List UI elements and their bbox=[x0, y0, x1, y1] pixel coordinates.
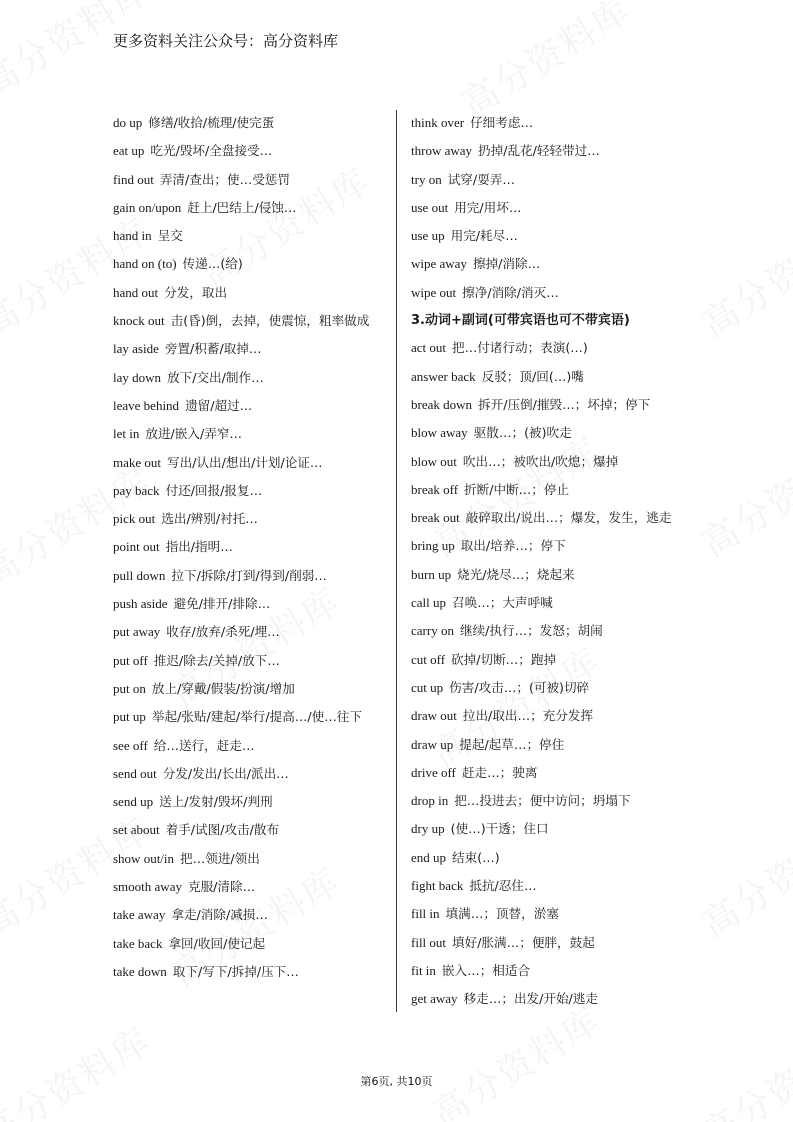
phrase-meaning: 赶走…；驶离 bbox=[461, 764, 538, 780]
phrase-text: fit in bbox=[411, 962, 436, 978]
phrase-text: throw away bbox=[411, 143, 473, 159]
phrase-entry bbox=[411, 166, 683, 194]
column-divider bbox=[396, 110, 397, 1012]
watermark-text bbox=[691, 1014, 793, 1122]
phrase-text: hand on (to) bbox=[113, 256, 177, 272]
phrase-meaning: 拿回/收回/使记起 bbox=[168, 935, 266, 951]
phrase-entry bbox=[113, 420, 385, 448]
phrase-text: put up bbox=[113, 709, 146, 725]
phrase-entry bbox=[113, 732, 385, 760]
phrase-text: draw up bbox=[411, 736, 454, 752]
phrase-meaning: 弄清/查出；使…受惩罚 bbox=[159, 171, 290, 187]
phrase-entry bbox=[113, 533, 385, 561]
phrase-entry bbox=[113, 109, 385, 137]
phrase-entry bbox=[411, 334, 683, 362]
phrase-text: draw out bbox=[411, 708, 457, 724]
phrase-entry bbox=[113, 647, 385, 675]
phrase-meaning: 填满…；顶替，淤塞 bbox=[445, 906, 559, 922]
phrase-meaning: 取出/培养…；停下 bbox=[460, 538, 566, 554]
phrase-entry bbox=[411, 844, 683, 872]
phrase-entry bbox=[113, 590, 385, 618]
phrase-entry bbox=[411, 279, 683, 307]
phrase-meaning: 旁置/积蓄/取掉… bbox=[164, 341, 262, 357]
phrase-text: put on bbox=[113, 680, 146, 696]
phrase-meaning: 遗留/超过… bbox=[185, 397, 253, 413]
phrase-entry bbox=[411, 391, 683, 419]
phrase-meaning: 放进/嵌入/弄窄… bbox=[145, 426, 243, 442]
right-column bbox=[411, 109, 683, 1014]
phrase-meaning: 拿走/消除/减损… bbox=[171, 907, 268, 923]
phrase-meaning: 把…投进去；便中访问；坍塌下 bbox=[454, 793, 631, 809]
phrase-entry bbox=[113, 477, 385, 505]
phrase-entry bbox=[113, 250, 385, 278]
phrase-text: drive off bbox=[411, 764, 456, 780]
phrase-text: get away bbox=[411, 991, 458, 1007]
watermark-text bbox=[0, 1014, 159, 1122]
phrase-meaning: 选出/辨别/衬托… bbox=[161, 511, 258, 527]
phrase-meaning: 放上/穿戴/假装/扮演/增加 bbox=[151, 680, 295, 696]
phrase-meaning: 传递…(给) bbox=[182, 256, 243, 272]
phrase-meaning: 敲碎取出/说出…；爆发，发生，逃走 bbox=[465, 510, 672, 526]
phrase-entry bbox=[411, 250, 683, 278]
page-number: 第6页, 共10页 bbox=[360, 1075, 433, 1088]
phrase-text: do up bbox=[113, 115, 143, 130]
phrase-meaning: 扔掉/乱花/轻轻带过… bbox=[478, 143, 600, 159]
phrase-meaning: 把…领进/领出 bbox=[180, 850, 260, 866]
phrase-entry bbox=[113, 279, 385, 307]
phrase-entry bbox=[411, 504, 683, 532]
phrase-text: break off bbox=[411, 481, 459, 497]
phrase-text: hand in bbox=[113, 228, 152, 244]
phrase-entry bbox=[113, 675, 385, 703]
phrase-meaning: 付还/回报/报复… bbox=[165, 482, 263, 498]
phrase-meaning: 指出/指明… bbox=[165, 539, 233, 555]
phrase-text: dry up bbox=[411, 821, 445, 837]
phrase-meaning: 拉出/取出…；充分发挥 bbox=[462, 708, 594, 724]
phrase-meaning: 仔细考虑… bbox=[470, 115, 534, 130]
phrase-text: bring up bbox=[411, 538, 455, 554]
phrase-entry bbox=[411, 363, 683, 391]
phrase-entry bbox=[411, 731, 683, 759]
phrase-meaning: 推迟/除去/关掉/放下… bbox=[153, 652, 280, 668]
phrase-entry bbox=[411, 617, 683, 645]
phrase-entry bbox=[411, 589, 683, 617]
phrase-text: end up bbox=[411, 849, 447, 865]
phrase-meaning: 着手/试图/攻击/散布 bbox=[165, 822, 280, 838]
phrase-entry bbox=[411, 222, 683, 250]
watermark-text bbox=[691, 804, 793, 948]
phrase-entry bbox=[411, 929, 683, 957]
phrase-meaning: 召唤…；大声呼喊 bbox=[452, 595, 553, 611]
phrase-text: send out bbox=[113, 765, 157, 781]
phrase-text: take away bbox=[113, 907, 166, 923]
phrase-meaning: 提起/起草…；停住 bbox=[459, 736, 565, 752]
phrase-entry bbox=[411, 787, 683, 815]
phrase-meaning: 分发，取出 bbox=[164, 284, 228, 300]
phrase-text: fill out bbox=[411, 934, 447, 950]
phrase-text: answer back bbox=[411, 368, 476, 384]
phrase-meaning: 嵌入…；相适合 bbox=[441, 962, 531, 978]
phrase-text: point out bbox=[113, 539, 160, 555]
phrase-entry bbox=[411, 872, 683, 900]
phrase-entry bbox=[113, 816, 385, 844]
phrase-text: use up bbox=[411, 228, 445, 244]
phrase-text: see off bbox=[113, 737, 148, 753]
phrase-text: blow away bbox=[411, 425, 468, 441]
phrase-meaning: 烧光/烧尽…；烧起来 bbox=[457, 566, 575, 582]
phrase-text: put away bbox=[113, 624, 161, 640]
phrase-meaning: 送上/发射/毁坏/判刑 bbox=[159, 794, 273, 810]
phrase-entry bbox=[113, 958, 385, 986]
phrase-entry bbox=[411, 957, 683, 985]
phrase-entry bbox=[113, 562, 385, 590]
phrase-text: wipe out bbox=[411, 284, 457, 300]
phrase-meaning: 赶上/巴结上/侵蚀… bbox=[187, 199, 297, 215]
phrase-text: lay aside bbox=[113, 341, 159, 357]
phrase-text: carry on bbox=[411, 623, 454, 639]
phrase-meaning: 用完/用坏… bbox=[454, 199, 522, 215]
phrase-meaning: 反驳；顶/回(…)嘴 bbox=[481, 368, 584, 384]
phrase-entry bbox=[113, 873, 385, 901]
phrase-entry bbox=[113, 788, 385, 816]
phrase-meaning: 取下/写下/拆掉/压下… bbox=[172, 963, 299, 979]
phrase-text: blow out bbox=[411, 453, 457, 469]
phrase-text: cut off bbox=[411, 651, 446, 667]
phrase-text: wipe away bbox=[411, 256, 467, 272]
phrase-text: break out bbox=[411, 510, 460, 526]
phrase-entry bbox=[113, 760, 385, 788]
phrase-text: call up bbox=[411, 595, 447, 611]
phrase-meaning: (使…)干透；住口 bbox=[450, 821, 549, 837]
phrase-entry bbox=[411, 900, 683, 928]
phrase-text: smooth away bbox=[113, 879, 182, 895]
phrase-text: show out/in bbox=[113, 850, 175, 866]
phrase-entry bbox=[411, 815, 683, 843]
phrase-meaning: 呈交 bbox=[157, 228, 183, 244]
phrase-meaning: 继续/执行…；发怒；胡闹 bbox=[459, 623, 603, 639]
phrase-text: break down bbox=[411, 396, 473, 412]
phrase-meaning: 拆开/压倒/摧毁…；坏掉；停下 bbox=[478, 396, 651, 412]
phrase-entry bbox=[411, 646, 683, 674]
phrase-meaning: 吃光/毁坏/全盘接受… bbox=[150, 143, 273, 159]
phrase-text: hand out bbox=[113, 284, 159, 300]
phrase-entry bbox=[411, 137, 683, 165]
phrase-text: make out bbox=[113, 454, 162, 470]
phrase-text: think over bbox=[411, 115, 465, 130]
phrase-meaning: 伤害/攻击…；(可被)切碎 bbox=[449, 679, 590, 695]
phrase-entry bbox=[113, 845, 385, 873]
phrase-entry bbox=[113, 307, 385, 335]
phrase-text: pull down bbox=[113, 567, 166, 583]
phrase-text: push aside bbox=[113, 596, 168, 612]
phrase-entry bbox=[113, 392, 385, 420]
phrase-entry bbox=[411, 702, 683, 730]
phrase-text: find out bbox=[113, 171, 154, 187]
phrase-entry bbox=[113, 505, 385, 533]
phrase-text: act out bbox=[411, 340, 447, 356]
phrase-text: set about bbox=[113, 822, 160, 838]
phrase-meaning: 写出/认出/想出/计划/论证… bbox=[167, 454, 323, 470]
phrase-entry bbox=[113, 194, 385, 222]
phrase-text: pay back bbox=[113, 482, 160, 498]
phrase-meaning: 砍掉/切断…；跑掉 bbox=[451, 651, 557, 667]
phrase-text: lay down bbox=[113, 369, 162, 385]
phrase-entry bbox=[113, 930, 385, 958]
phrase-meaning: 擦净/消除/消灭… bbox=[462, 284, 559, 300]
watermark-text bbox=[691, 204, 793, 348]
phrase-text: gain on/upon bbox=[113, 199, 182, 215]
phrase-text: send up bbox=[113, 794, 154, 810]
phrase-meaning: 移走…；出发/开始/逃走 bbox=[463, 991, 598, 1007]
phrase-entry bbox=[113, 618, 385, 646]
phrase-entry bbox=[113, 335, 385, 363]
phrase-entry bbox=[113, 449, 385, 477]
phrase-meaning: 折断/中断…；停止 bbox=[464, 481, 570, 497]
phrase-text: let in bbox=[113, 426, 140, 442]
phrase-text: fight back bbox=[411, 878, 464, 894]
phrase-text: try on bbox=[411, 171, 442, 187]
phrase-meaning: 把…付诸行动；表演(…) bbox=[452, 340, 588, 356]
phrase-text: drop in bbox=[411, 793, 449, 809]
phrase-meaning: 试穿/耍弄… bbox=[447, 171, 515, 187]
right-entries-top bbox=[411, 109, 683, 307]
phrase-text: put off bbox=[113, 652, 148, 668]
phrase-entry bbox=[113, 364, 385, 392]
phrase-text: use out bbox=[411, 199, 449, 215]
phrase-meaning: 避免/排开/排除… bbox=[173, 596, 271, 612]
phrase-meaning: 克服/清除… bbox=[187, 879, 256, 895]
right-entries-bottom bbox=[411, 334, 683, 1013]
phrase-text: knock out bbox=[113, 313, 165, 329]
phrase-meaning: 举起/张贴/建起/举行/提高…/使…往下 bbox=[151, 709, 362, 725]
phrase-entry bbox=[113, 166, 385, 194]
phrase-meaning: 吹出…；被吹出/吹熄；爆掉 bbox=[462, 453, 619, 469]
watermark-text bbox=[0, 0, 159, 107]
phrase-meaning: 修缮/收拾/梳理/使完蛋 bbox=[148, 115, 275, 130]
phrase-meaning: 拉下/拆除/打到/得到/削弱… bbox=[171, 567, 327, 583]
phrase-entry bbox=[113, 901, 385, 929]
phrase-entry bbox=[113, 703, 385, 731]
phrase-entry bbox=[411, 674, 683, 702]
phrase-text: fill in bbox=[411, 906, 440, 922]
phrase-meaning: 驱散…；(被)吹走 bbox=[473, 425, 572, 441]
phrase-entry bbox=[411, 759, 683, 787]
phrase-meaning: 分发/发出/长出/派出… bbox=[162, 765, 289, 781]
phrase-entry bbox=[411, 448, 683, 476]
phrase-text: eat up bbox=[113, 143, 145, 159]
page-header: 更多资料关注公众号：高分资料库 bbox=[113, 32, 339, 50]
phrase-entry bbox=[113, 137, 385, 165]
phrase-entry bbox=[411, 985, 683, 1013]
phrase-meaning: 击(昏)倒，去掉，使震惊，粗率做成 bbox=[170, 313, 370, 329]
phrase-entry bbox=[411, 194, 683, 222]
phrase-text: cut up bbox=[411, 679, 444, 695]
phrase-text: take down bbox=[113, 963, 167, 979]
phrase-meaning: 擦掉/消除… bbox=[472, 256, 541, 272]
phrase-meaning: 结束(…) bbox=[452, 849, 500, 865]
phrase-text: leave behind bbox=[113, 397, 180, 413]
phrase-meaning: 用完/耗尽… bbox=[450, 228, 518, 244]
phrase-meaning: 放下/交出/制作… bbox=[167, 369, 264, 385]
phrase-text: burn up bbox=[411, 566, 452, 582]
phrase-meaning: 抵抗/忍住… bbox=[469, 878, 537, 894]
section-title: 3.动词+副词(可带宾语也可不带宾语) bbox=[411, 313, 630, 329]
phrase-meaning: 给…送行，赶走… bbox=[153, 737, 255, 753]
phrase-entry bbox=[113, 222, 385, 250]
phrase-entry bbox=[411, 532, 683, 560]
phrase-entry bbox=[411, 561, 683, 589]
phrase-meaning: 收存/放弃/杀死/埋… bbox=[166, 624, 280, 640]
watermark-text bbox=[691, 424, 793, 568]
phrase-entry bbox=[411, 109, 683, 137]
phrase-entry bbox=[411, 476, 683, 504]
phrase-entry bbox=[411, 419, 683, 447]
phrase-meaning: 填好/胀满…；便胖，鼓起 bbox=[452, 934, 595, 950]
phrase-text: take back bbox=[113, 935, 163, 951]
left-column bbox=[113, 109, 385, 986]
phrase-text: pick out bbox=[113, 511, 156, 527]
